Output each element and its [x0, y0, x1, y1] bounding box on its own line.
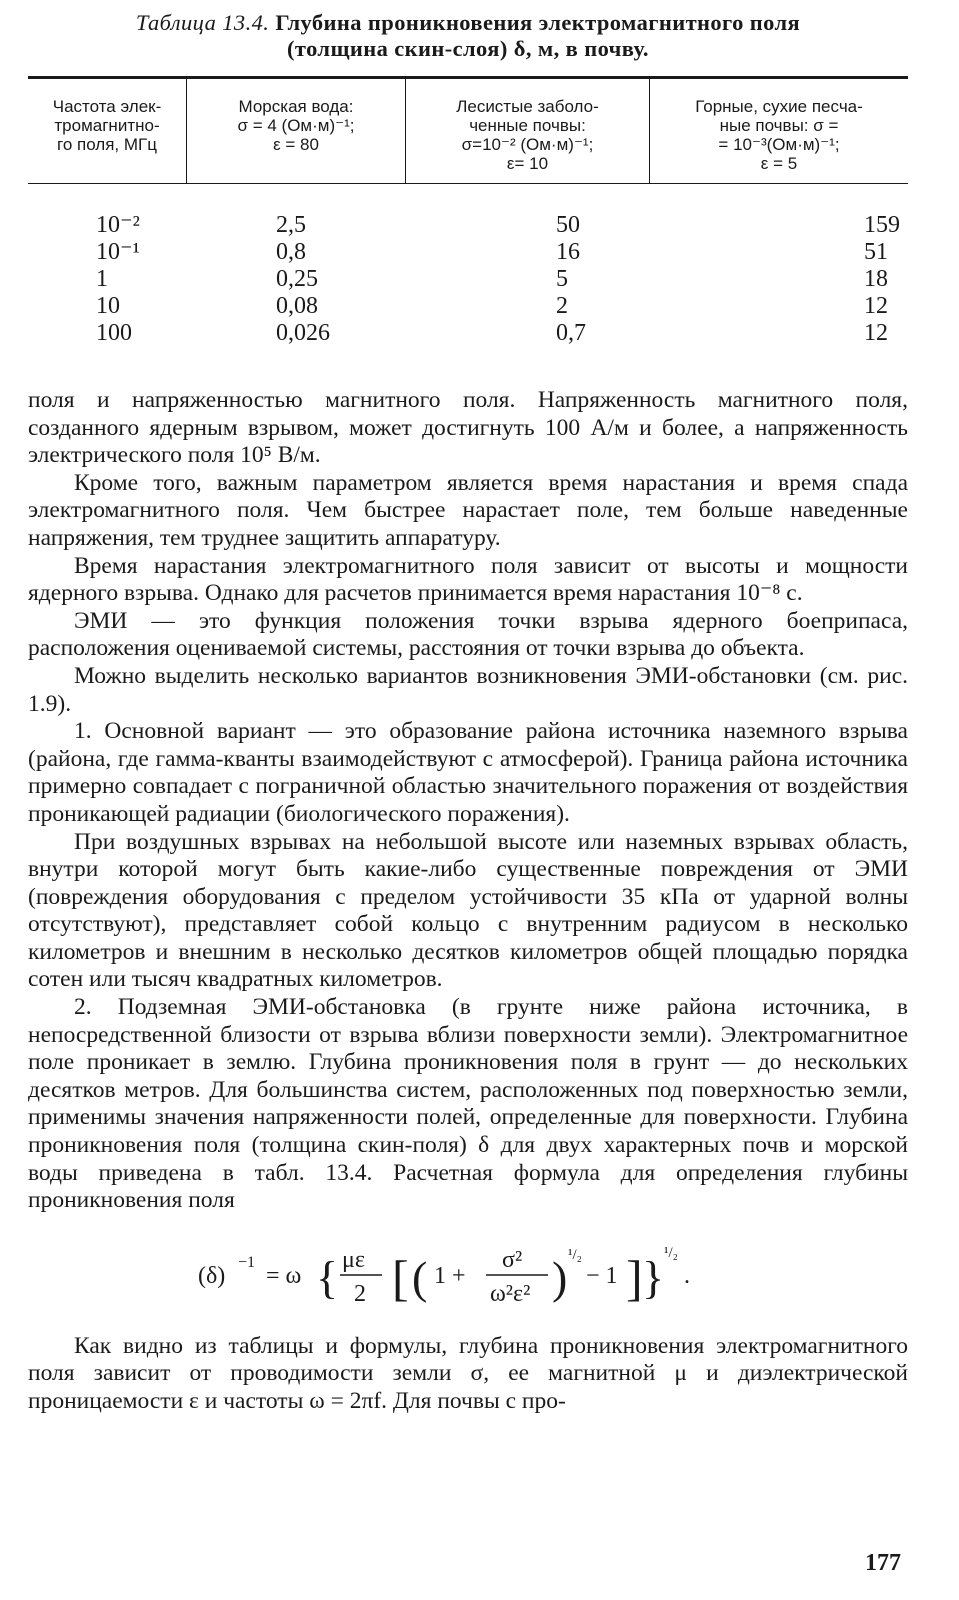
- header-line: ε= 10: [506, 154, 549, 173]
- formula-half-exponent-outer: ¹/₂: [664, 1244, 678, 1261]
- paragraph: Можно выделить несколько вариантов возникновения ЭМИ-обстановки (см. рис. 1.9).: [28, 662, 908, 717]
- cell-frequency: 10: [96, 293, 120, 319]
- formula-den2: ω²ε²: [490, 1280, 531, 1307]
- header-line: Частота элек-: [52, 97, 162, 116]
- paragraph: 2. Подземная ЭМИ-обстановка (в грунте ниже района источника, в непосредственной близости от взрыва вблизи поверхности земли). Электромагнитное поле проникает в землю. Глубина проникновения поля в грунт — до нескольких десятков метров. Для большинства систем, расположенных под поверхностью земли, применимы значения напряженности полей, определенные для поверхности. Глубина проникновения поля (толщина скин-поля) δ для двух характерных почв и морской воды приведена в табл. 13.4. Расчетная формула для определения глубины проникновения поля: [28, 994, 908, 1214]
- table-header: [28, 79, 908, 183]
- header-rocky-soil: [650, 79, 909, 183]
- table-title-line1: Глубина проникновения электромагнитного поля: [275, 10, 801, 35]
- cell-sea-water: 0,8: [276, 239, 306, 265]
- header-line: σ = 4 (Ом·м)⁻¹;: [237, 116, 355, 135]
- header-line: Морская вода:: [238, 97, 354, 116]
- table-header-rule: [28, 183, 908, 184]
- formula-brace-open: {: [316, 1251, 339, 1303]
- formula-num1: με: [342, 1246, 365, 1273]
- header-line: ченные почвы:: [469, 116, 586, 135]
- formula-bracket-open: [: [392, 1249, 409, 1306]
- cell-forest-soil: 16: [556, 239, 580, 265]
- body-text: [28, 387, 908, 1416]
- cell-forest-soil: 50: [556, 212, 580, 238]
- formula-lhs: (δ): [198, 1262, 226, 1289]
- paragraph: Время нарастания электромагнитного поля зависит от высоты и мощности ядерного взрыва. Однако для расчетов принимается время нарастания 10⁻⁸ с.: [28, 552, 908, 607]
- header-line: тромагнитно-: [54, 116, 160, 135]
- header-sea-water: [187, 79, 406, 183]
- cell-frequency: 10⁻²: [96, 212, 140, 238]
- cell-frequency: 100: [96, 320, 132, 346]
- cell-sea-water: 2,5: [276, 212, 306, 238]
- table-body: [28, 212, 908, 347]
- cell-rocky-soil: 159: [864, 212, 900, 238]
- cell-forest-soil: 2: [556, 293, 568, 319]
- paragraph: ЭМИ — это функция положения точки взрыва ядерного боеприпаса, расположения оцениваемой системы, расстояния от точки взрыва до объекта.: [28, 607, 908, 662]
- cell-rocky-soil: 51: [864, 239, 888, 265]
- cell-forest-soil: 0,7: [556, 320, 586, 346]
- formula-lhs-exponent: −1: [238, 1253, 256, 1271]
- paragraph: 1. Основной вариант — это образование района источника наземного взрыва (района, где гамма-кванты взаимодействуют с атмосферой). Граница района источника примерно совпадает с пограничной областью значительного поражения от воздействия проникающей радиации (биологического поражения).: [28, 718, 908, 827]
- header-line: σ=10⁻² (Ом·м)⁻¹;: [461, 135, 594, 154]
- paragraph: Как видно из таблицы и формулы, глубина проникновения электромагнитного поля зависит от проводимости земли σ, ее магнитной μ и диэлектрической проницаемости ε и частоты ω = 2πf. Для почвы с про-: [28, 1332, 908, 1414]
- header-line: Лесистые заболо-: [456, 97, 599, 116]
- book-page: [28, 10, 908, 1416]
- header-forest-soil: [406, 79, 650, 183]
- table-title-line2: (толщина скин-слоя) δ, м, в почву.: [287, 36, 649, 61]
- cell-sea-water: 0,026: [276, 320, 330, 346]
- cell-rocky-soil: 18: [864, 266, 888, 292]
- page-number: 177: [865, 1550, 901, 1576]
- table-row: [28, 212, 908, 239]
- cell-rocky-soil: 12: [864, 320, 888, 346]
- header-line: Горные, сухие песча-: [695, 97, 863, 116]
- header-line: = 10⁻³(Ом·м)⁻¹;: [718, 135, 840, 154]
- formula-half-exponent: ¹/₂: [568, 1246, 582, 1263]
- header-line: ε = 5: [760, 154, 798, 173]
- table-title: [28, 10, 908, 62]
- header-line: ε = 80: [273, 135, 319, 154]
- header-line: го поля, МГц: [57, 135, 157, 154]
- cell-forest-soil: 5: [556, 266, 568, 292]
- formula-brace-close: }: [642, 1251, 665, 1303]
- skin-depth-formula: [28, 1237, 908, 1313]
- header-line: ные почвы: σ =: [719, 116, 839, 135]
- header-frequency: [28, 79, 187, 183]
- cell-frequency: 1: [96, 266, 108, 292]
- formula-paren-close: ): [552, 1251, 568, 1303]
- paragraph: Кроме того, важным параметром является время нарастания и время спада электромагнитного поля. Чем быстрее нарастает поле, тем больше наведенные напряжения, тем труднее защитить аппаратуру.: [28, 469, 908, 551]
- formula-dot: .: [684, 1262, 690, 1289]
- formula-one-plus: 1 +: [434, 1262, 466, 1289]
- table-row: [28, 320, 908, 347]
- cell-rocky-soil: 12: [864, 293, 888, 319]
- cell-frequency: 10⁻¹: [96, 239, 140, 265]
- formula-minus-one: − 1: [586, 1262, 618, 1289]
- paragraph: При воздушных взрывах на небольшой высоте или наземных взрывах область, внутри которой могут быть какие-либо существенные повреждения от ЭМИ (повреждения оборудования с пределом устойчивости 35 кПа от ударной волны отсутствуют), представляет собой кольцо с внутренним радиусом в несколько километров и внешним в несколько десятков километров общей площадью порядка сотен или тысяч квадратных километров.: [28, 828, 908, 993]
- table-row: [28, 239, 908, 266]
- table-row: [28, 266, 908, 293]
- formula-bracket-close: ]: [626, 1249, 643, 1306]
- paragraph: поля и напряженностью магнитного поля. Напряженность магнитного поля, созданного ядерным взрывом, может достигнуть 100 А/м и более, а напряженность электрического поля 10⁵ В/м.: [28, 387, 908, 469]
- formula-den1: 2: [354, 1280, 366, 1307]
- formula-num2: σ²: [502, 1246, 523, 1273]
- table-row: [28, 293, 908, 320]
- formula-paren-open: (: [412, 1251, 428, 1303]
- table-title-label: Таблица 13.4.: [135, 10, 270, 35]
- cell-sea-water: 0,08: [276, 293, 318, 319]
- formula-equals: = ω: [266, 1262, 302, 1289]
- cell-sea-water: 0,25: [276, 266, 318, 292]
